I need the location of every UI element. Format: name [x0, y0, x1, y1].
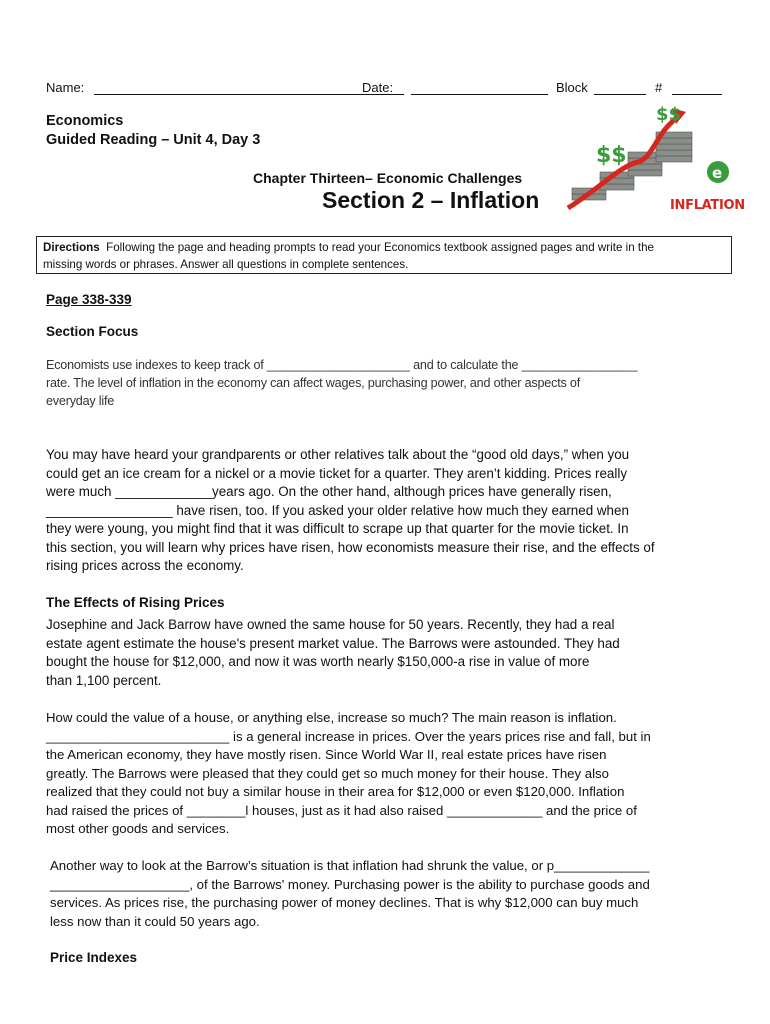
effects-line-1: Josephine and Jack Barrow have owned the same house for 50 years. Recently, they had a real [46, 617, 615, 632]
course-title: Economics [46, 113, 124, 129]
another-paragraph [50, 857, 650, 931]
date-label: Date: [362, 80, 394, 95]
how-line-5: realized that they could not buy a similar house in their area for $12,000 or even $120,000. Inflation [46, 784, 625, 799]
intro-line-1: You may have heard your grandparents or other relatives talk about the “good old days,” when you [46, 447, 630, 462]
svg-text:e: e [712, 164, 723, 182]
intro-line-5: they were young, you might find that it was difficult to scrape up that quarter for the movie ticket. In [46, 521, 629, 536]
directions-label: Directions [43, 241, 100, 254]
unit-title: Guided Reading – Unit 4, Day 3 [46, 132, 261, 148]
block-label: Block [556, 80, 588, 95]
directions-line-2: missing words or phrases. Answer all questions in complete sentences. [43, 258, 409, 271]
name-label: Name: [46, 80, 85, 95]
intro-line-4: _________________ have risen, too. If you asked your older relative how much they earned when [46, 502, 629, 518]
name-field[interactable] [94, 80, 404, 95]
how-paragraph [46, 709, 651, 839]
focus-line-3: everyday life [46, 394, 115, 408]
intro-line-2: could get an ice cream for a nickel or a movie ticket for a quarter. They aren’t kidding. Prices really [46, 465, 628, 481]
price-indexes-heading: Price Indexes [50, 950, 138, 965]
how-line-7: most other goods and services. [46, 821, 230, 836]
how-line-1: How could the value of a house, or anything else, increase so much? The main reason is inflation. [46, 710, 617, 725]
intro-paragraph [46, 446, 655, 576]
number-field[interactable] [672, 80, 722, 95]
svg-text:$$: $$ [656, 104, 682, 125]
section-title: Section 2 – Inflation [322, 187, 540, 213]
another-line-2: ___________________, of the Barrows' money. Purchasing power is the ability to purchase goods and [50, 876, 650, 892]
date-field[interactable] [411, 80, 548, 95]
svg-text:$$: $$ [596, 143, 627, 168]
another-line-4: less now than it could 50 years ago. [50, 913, 260, 929]
logo-text: INFLATION [670, 198, 745, 213]
number-label: # [655, 80, 663, 95]
how-line-3: the American economy, they have mostly risen. Since World War II, real estate prices have risen [46, 747, 607, 762]
focus-line-1: Economists use indexes to keep track of _____________________ and to calculate the _________________ [46, 358, 638, 372]
inflation-logo [560, 96, 745, 226]
intro-line-7: rising prices across the economy. [46, 558, 244, 573]
how-line-4: greatly. The Barrows were pleased that they could get so much money for their house. They also [46, 765, 609, 781]
effects-paragraph [46, 616, 620, 690]
block-field[interactable] [594, 80, 646, 95]
focus-line-2: rate. The level of inflation in the economy can affect wages, purchasing power, and other aspects of [46, 376, 580, 390]
intro-line-3: were much _____________years ago. On the other hand, although prices have generally risen, [46, 484, 612, 499]
title-block [46, 112, 260, 150]
how-line-6: had raised the prices of ________l houses, just as it had also raised _____________ and the price of [46, 802, 637, 818]
directions-box [36, 236, 732, 274]
effects-heading: The Effects of Rising Prices [46, 595, 225, 610]
effects-line-4: than 1,100 percent. [46, 672, 162, 688]
section-focus-paragraph [46, 356, 637, 410]
how-line-2: _________________________ is a general increase in prices. Over the years prices rise and fall, but in [46, 728, 651, 744]
directions-line-1: Following the page and heading prompts to read your Economics textbook assigned pages and write in the [106, 241, 654, 254]
chapter-title: Chapter Thirteen– Economic Challenges [253, 170, 523, 186]
another-line-3: services. As prices rise, the purchasing power of money declines. That is why $12,000 can buy much [50, 895, 639, 910]
intro-line-6: this section, you will learn why prices have risen, how economists measure their rise, and the effects of [46, 539, 655, 555]
another-line-1: Another way to look at the Barrow’s situation is that inflation had shrunk the value, or p_____________ [50, 858, 650, 873]
page-reference: Page 338-339 [46, 292, 132, 307]
section-focus-heading: Section Focus [46, 324, 139, 339]
effects-line-2: estate agent estimate the house's present market value. The Barrows were astounded. They had [46, 635, 620, 651]
effects-line-3: bought the house for $12,000, and now it was worth nearly $150,000-a rise in value of more [46, 654, 590, 669]
